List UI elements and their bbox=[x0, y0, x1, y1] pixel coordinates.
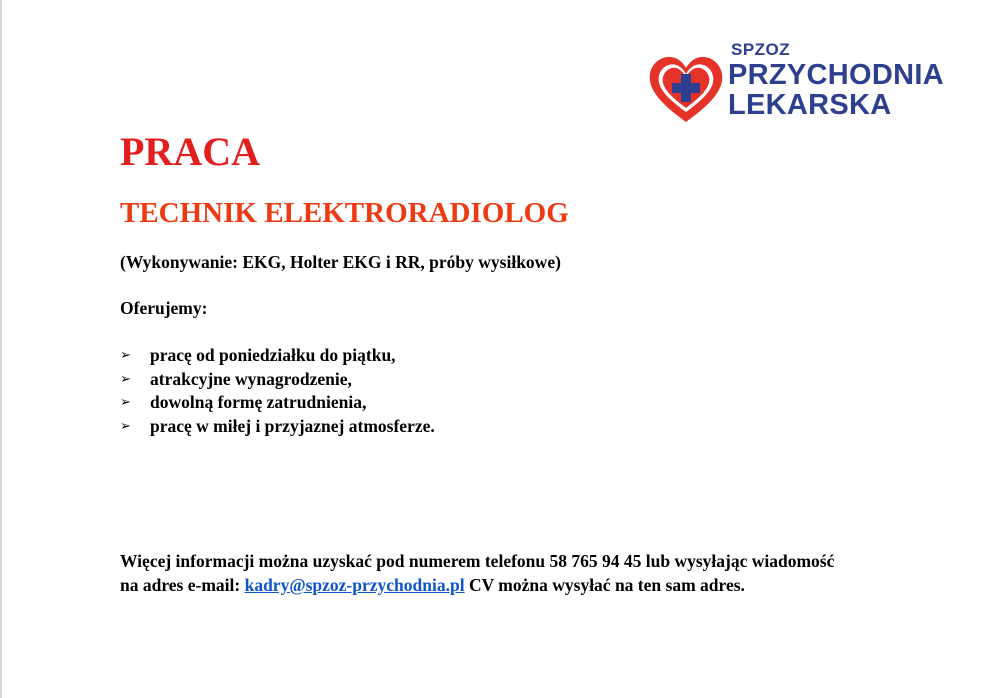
offer-list bbox=[120, 344, 435, 438]
list-item bbox=[120, 415, 435, 439]
list-item bbox=[120, 368, 435, 392]
list-item-text: pracę w miłej i przyjaznej atmosferze. bbox=[150, 415, 435, 436]
list-item-text: dowolną formę zatrudnienia, bbox=[150, 392, 367, 412]
arrow-bullet-icon: ➢ bbox=[120, 348, 131, 363]
arrow-bullet-icon: ➢ bbox=[120, 371, 131, 387]
arrow-bullet-icon: ➢ bbox=[120, 418, 131, 434]
page-edge bbox=[0, 0, 2, 698]
contact-info bbox=[120, 550, 850, 597]
email-link[interactable]: kadry@spzoz-przychodnia.pl bbox=[244, 574, 465, 595]
logo bbox=[628, 40, 963, 126]
logo-line-2: LEKARSKA bbox=[728, 89, 892, 121]
list-item bbox=[120, 344, 435, 368]
job-position: TECHNIK ELEKTRORADIOLOG bbox=[120, 197, 569, 229]
job-description: (Wykonywanie: EKG, Holter EKG i RR, próby wysiłkowe) bbox=[120, 252, 561, 272]
logo-line-1: PRZYCHODNIA bbox=[728, 59, 944, 91]
page-title: PRACA bbox=[120, 129, 260, 174]
list-item-text: pracę od poniedziałku do piątku, bbox=[150, 345, 396, 365]
contact-text-after: CV można wysyłać na ten sam adres. bbox=[464, 574, 745, 595]
contact-text-before: Więcej informacji można uzyskać pod numerem telefonu 58 765 94 45 lub wysyłając wiadomość na adres e-mail: bbox=[120, 551, 835, 595]
offer-heading: Oferujemy: bbox=[120, 298, 208, 318]
logo-small-text: SPZOZ bbox=[731, 40, 791, 59]
list-item-text: atrakcyjne wynagrodzenie, bbox=[150, 368, 352, 389]
heart-cross-icon bbox=[648, 54, 724, 124]
list-item bbox=[120, 391, 435, 415]
arrow-bullet-icon: ➢ bbox=[120, 395, 131, 410]
